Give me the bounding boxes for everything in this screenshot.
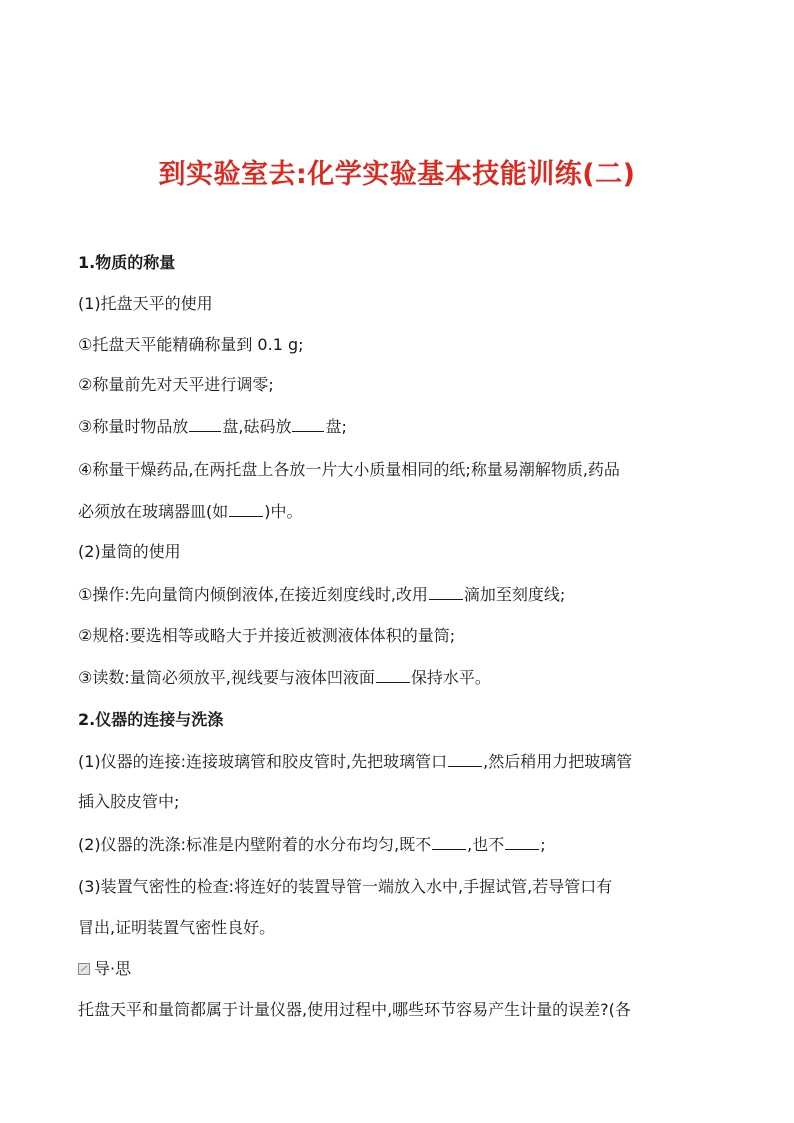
section1-item4-line1: ④称量干燥药品,在两托盘上各放一片大小质量相同的纸;称量易潮解物质,药品: [78, 460, 620, 479]
fill-blank: [376, 666, 410, 683]
item3-text-c: 盘;: [325, 417, 347, 436]
c1-text-b: ,然后稍用力把玻璃管: [483, 752, 633, 771]
fill-blank: [229, 500, 263, 517]
think-label-row: [78, 958, 131, 980]
op-text-a: ①操作:先向量筒内倾倒液体,在接近刻度线时,改用: [78, 585, 428, 604]
section2-c1-line2: 插入胶皮管中;: [78, 792, 180, 811]
fill-blank: [189, 415, 221, 432]
fill-blank: [429, 583, 463, 600]
page-title: 到实验室去:化学实验基本技能训练(二): [158, 159, 636, 190]
c2-text-b: ,也不: [467, 835, 505, 854]
section1-sub2: (2)量筒的使用: [78, 542, 181, 561]
section1-item3: [78, 415, 347, 438]
section1-sub1: (1)托盘天平的使用: [78, 294, 213, 313]
section1-heading: 1.物质的称量: [78, 253, 176, 272]
read-text-a: ③读数:量筒必须放平,视线要与液体凹液面: [78, 668, 375, 687]
item3-text-a: ③称量时物品放: [78, 417, 189, 436]
item4-text-b: )中。: [264, 502, 303, 521]
section1-item1: ①托盘天平能精确称量到 0.1 g;: [78, 335, 304, 354]
think-text: 托盘天平和量筒都属于计量仪器,使用过程中,哪些环节容易产生计量的误差?(各: [78, 1000, 631, 1019]
section1-read: [78, 666, 491, 689]
c2-text-c: ;: [540, 835, 546, 854]
fill-blank: [448, 750, 482, 767]
fill-blank: [432, 833, 466, 850]
section1-item4-line2: [78, 500, 303, 523]
c2-text-a: (2)仪器的洗涤:标准是内壁附着的水分布均匀,既不: [78, 835, 432, 854]
think-icon: [78, 963, 90, 975]
section1-spec: ②规格:要选相等或略大于并接近被测液体体积的量筒;: [78, 626, 456, 645]
op-text-b: 滴加至刻度线;: [463, 585, 566, 604]
item3-text-b: 盘,砝码放: [222, 417, 292, 436]
fill-blank: [505, 833, 539, 850]
section1-item2: ②称量前先对天平进行调零;: [78, 375, 274, 394]
item4-text-a: 必须放在玻璃器皿(如: [78, 502, 229, 521]
think-label: 导·思: [94, 959, 132, 978]
section2-c3-line2: 冒出,证明装置气密性良好。: [78, 918, 276, 937]
c1-text-a: (1)仪器的连接:连接玻璃管和胶皮管时,先把玻璃管口: [78, 752, 448, 771]
read-text-b: 保持水平。: [410, 668, 491, 687]
section2-c2: [78, 833, 546, 856]
section2-c3-line1: (3)装置气密性的检查:将连好的装置导管一端放入水中,手握试管,若导管口有: [78, 877, 613, 896]
fill-blank: [292, 415, 324, 432]
section2-heading: 2.仪器的连接与洗涤: [78, 710, 224, 729]
section1-op: [78, 583, 565, 606]
section2-c1-line1: [78, 750, 632, 773]
